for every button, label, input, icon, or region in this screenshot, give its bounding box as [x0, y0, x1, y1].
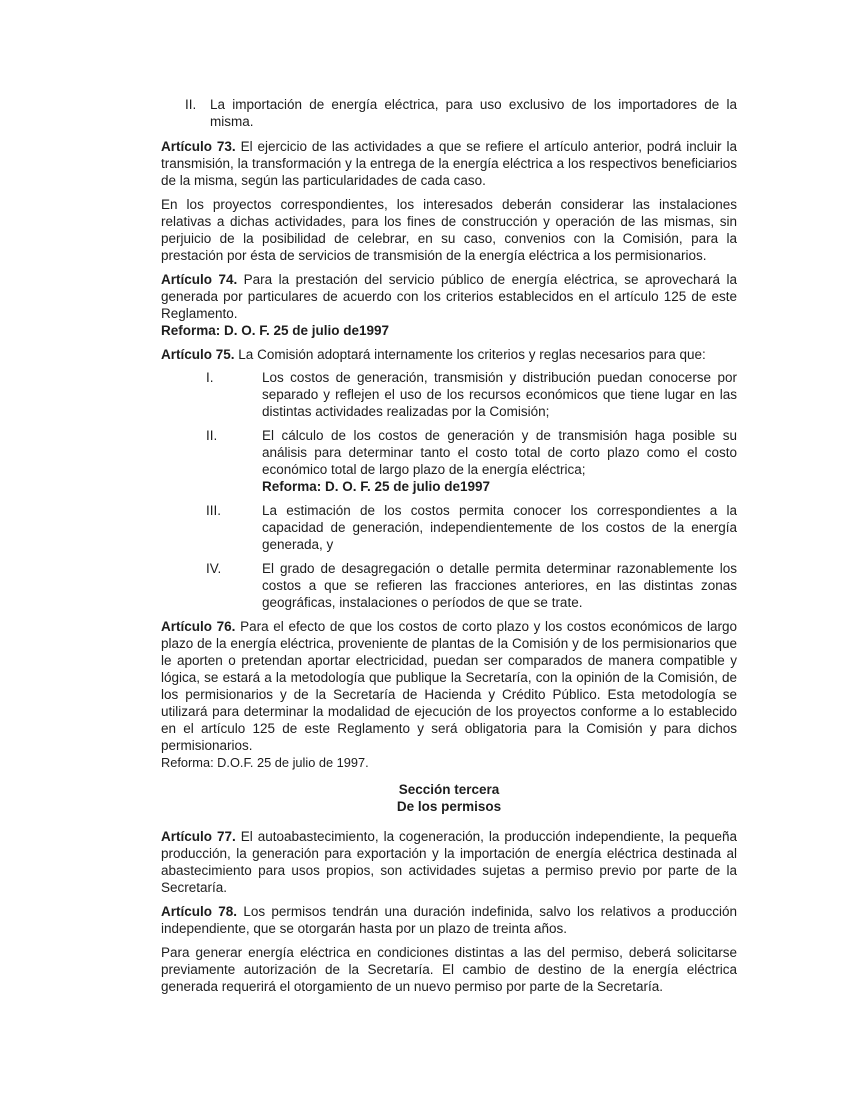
paragraph-articulo-73 [161, 138, 737, 189]
section-heading [161, 781, 737, 815]
list-item-fraccion-iv [206, 560, 737, 611]
articulo-73-text: El ejercicio de las actividades a que se refiere el artículo anterior, podrá incluir la transmisión, la transformación y la entrega de la energía eléctrica a los respectivos beneficiarios de la misma, según las particularidades de cada caso. [161, 139, 737, 188]
paragraph-articulo-78-continuacion [161, 944, 737, 995]
articulo-75-text: La Comisión adoptará internamente los criterios y reglas necesarios para que: [238, 347, 706, 362]
section-heading-line1: Sección tercera [398, 782, 500, 797]
paragraph-articulo-73-continuacion [161, 196, 737, 264]
list-item-fraccion-ii [185, 96, 737, 130]
paragraph-articulo-75 [161, 346, 737, 363]
articulo-78-lead: Artículo 78. [161, 904, 238, 919]
paragraph-articulo-77 [161, 828, 737, 896]
articulo-73-paragraph2-text: En los proyectos correspondientes, los interesados deberán considerar las instalaciones relativas a dichas actividades, para los fines de construcción y operación de las mismas, sin perjuicio de la posibilidad de celebrar, en su caso, convenios con la Comisión, para la prestación por ésta de servicios de transmisión de la energía eléctrica a los permisionarios. [161, 197, 737, 263]
list-numeral: I. [206, 370, 214, 385]
articulo-76-lead: Artículo 76. [161, 619, 236, 634]
list-numeral: II. [206, 428, 218, 443]
articulo-77-lead: Artículo 77. [161, 829, 236, 844]
articulo-78-text: Los permisos tendrán una duración indefinida, salvo los relativos a producción independiente, que se otorgarán hasta por un plazo de treinta años. [161, 904, 737, 936]
paragraph-articulo-78 [161, 903, 737, 937]
articulo-76-reforma-note: Reforma: D.O.F. 25 de julio de 1997. [161, 755, 369, 770]
articulo-74-lead: Artículo 74. [161, 272, 238, 287]
fraccion-ii-reforma-note: Reforma: D. O. F. 25 de julio de1997 [262, 479, 491, 494]
list-item-body: El cálculo de los costos de generación y de transmisión haga posible su análisis para determinar tanto el costo total de corto plazo como el costo económico total de largo plazo de la energía eléctrica; [262, 428, 737, 477]
articulo-78-paragraph2-text: Para generar energía eléctrica en condiciones distintas a las del permiso, deberá solicitarse previamente autorización de la Secretaría. El cambio de destino de la energía eléctrica generada requerirá el otorgamiento de un nuevo permiso por parte de la Secretaría. [161, 945, 737, 994]
paragraph-articulo-74 [161, 271, 737, 339]
paragraph-articulo-76 [161, 618, 737, 771]
list-item-text [262, 427, 737, 495]
articulo-74-text: Para la prestación del servicio público de energía eléctrica, se aprovechará la generada por particulares de acuerdo con los criterios establecidos en el artículo 125 de este Reglamento. [161, 272, 737, 321]
articulo-73-lead: Artículo 73. [161, 139, 236, 154]
list-item-text: El grado de desagregación o detalle permita determinar razonablemente los costos a que se refieren las fracciones anteriores, en las distintas zonas geográficas, instalaciones o períodos de que se trate. [262, 561, 737, 610]
document-content [161, 96, 737, 1002]
section-heading-line2: De los permisos [396, 799, 502, 814]
list-numeral: IV. [206, 561, 222, 576]
list-item-text: La importación de energía eléctrica, para uso exclusivo de los importadores de la misma. [210, 97, 737, 129]
list-numeral: III. [206, 503, 222, 518]
articulo-76-text: Para el efecto de que los costos de corto plazo y los costos económicos de largo plazo de la energía eléctrica, proveniente de plantas de la Comisión y de los permisionarios que le aporten o pretendan aportar electricidad, puedan ser comparados de manera compatible y lógica, se estará a la metodología que publique la Secretaría, con la opinión de la Comisión, de los permisionarios y de la Secretaría de Hacienda y Crédito Público. Esta metodología se utilizará para determinar la modalidad de ejecución de los proyectos conforme a lo establecido en el artículo 125 de este Reglamento y será obligatoria para la Comisión y para dichos permisionarios. [161, 619, 737, 753]
articulo-77-text: El autoabastecimiento, la cogeneración, la producción independiente, la pequeña producción, la generación para exportación y la importación de energía eléctrica destinada al abastecimiento para usos propios, son actividades sujetas a permiso previo por parte de la Secretaría. [161, 829, 737, 895]
list-numeral: II. [185, 97, 197, 112]
list-item-fraccion-iii [206, 502, 737, 553]
articulo-75-lead: Artículo 75. [161, 347, 235, 362]
list-item-fraccion-i [206, 369, 737, 420]
list-item-text: La estimación de los costos permita conocer los correspondientes a la capacidad de generación, independientemente de los costos de la energía generada, y [262, 503, 737, 552]
list-item-text: Los costos de generación, transmisión y distribución puedan conocerse por separado y reflejen el uso de los recursos económicos que tiene lugar en las distintas actividades realizadas por la Comisión; [262, 370, 737, 419]
list-item-fraccion-ii-art75 [206, 427, 737, 495]
articulo-74-reforma-note: Reforma: D. O. F. 25 de julio de1997 [161, 323, 390, 338]
